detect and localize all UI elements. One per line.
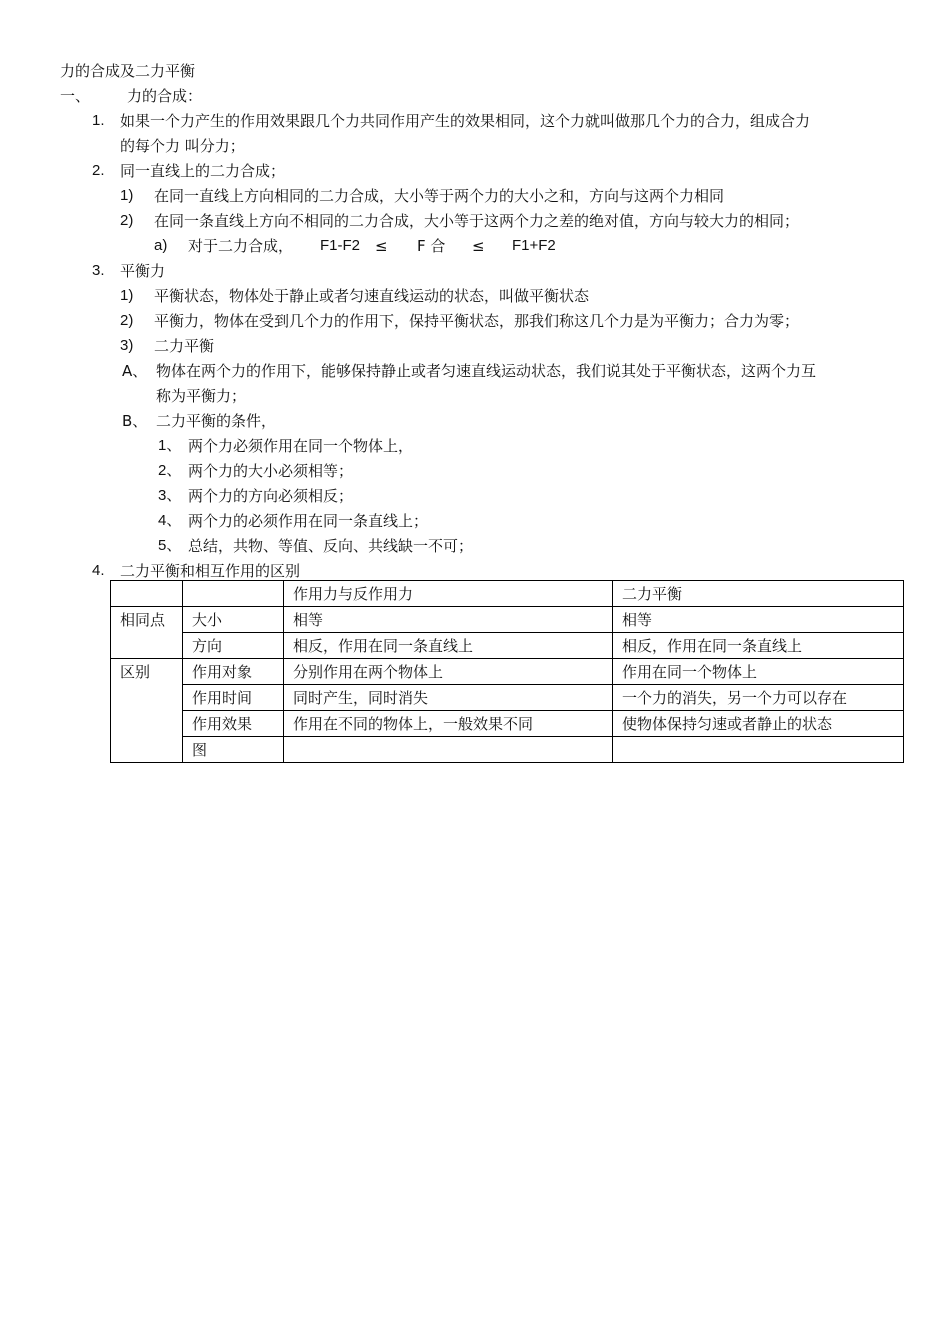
cell-action-reaction: [284, 737, 613, 763]
table-row: [111, 659, 904, 685]
row-label: 大小: [183, 607, 284, 633]
cell-action-reaction: 相反，作用在同一条直线上: [284, 633, 613, 659]
header-cell-empty-2: [183, 581, 284, 607]
cell-action-reaction: 同时产生，同时消失: [284, 685, 613, 711]
row-label: 图: [183, 737, 284, 763]
header-cell-action-reaction: 作用力与反作用力: [284, 581, 613, 607]
group-cell-differences: 区别: [111, 659, 183, 763]
formula-f1-minus-f2: F1-F2: [320, 237, 361, 254]
header-cell-empty-1: [111, 581, 183, 607]
row-label: 作用效果: [183, 711, 284, 737]
formula-f-resultant: F 合: [417, 237, 446, 255]
item-3-sub-1-number: 1): [120, 287, 134, 304]
condition-3-text: 两个力的方向必须相反；: [188, 487, 354, 505]
item-3-A-line2: 称为平衡力；: [156, 387, 247, 405]
item-3-A-marker: A、: [122, 362, 148, 380]
table-row: [111, 711, 904, 737]
cell-balance: 相反，作用在同一条直线上: [613, 633, 904, 659]
item-4-text: 二力平衡和相互作用的区别: [120, 562, 301, 580]
item-2-sub-a-number: a): [154, 237, 168, 254]
cell-action-reaction: 分别作用在两个物体上: [284, 659, 613, 685]
item-3-sub-3-number: 3): [120, 337, 134, 354]
item-2-text: 同一直线上的二力合成；: [120, 162, 286, 180]
table-row: [111, 633, 904, 659]
item-3-text: 平衡力: [120, 262, 166, 280]
condition-4-number: 4、: [158, 512, 182, 529]
section-marker: 一、: [60, 87, 91, 105]
formula-le-2: ≤: [472, 237, 485, 255]
condition-3-number: 3、: [158, 487, 182, 504]
row-label: 作用对象: [183, 659, 284, 685]
item-2-sub-2-number: 2): [120, 212, 134, 229]
table-row: [111, 737, 904, 763]
row-label: 作用时间: [183, 685, 284, 711]
cell-balance: [613, 737, 904, 763]
item-2-sub-1-text: 在同一直线上方向相同的二力合成，大小等于两个力的大小之和，方向与这两个力相同: [154, 187, 725, 205]
cell-action-reaction: 相等: [284, 607, 613, 633]
condition-5-number: 5、: [158, 537, 182, 554]
condition-5-text: 总结，共物、等值、反向、共线缺一不可；: [188, 537, 474, 555]
table-header-row: [111, 581, 904, 607]
item-3-sub-1-text: 平衡状态，物体处于静止或者匀速直线运动的状态，叫做平衡状态: [154, 287, 590, 305]
item-2-sub-1-number: 1): [120, 187, 134, 204]
item-1-text-line2: 的每个力 叫分力；: [120, 137, 245, 155]
cell-balance: 相等: [613, 607, 904, 633]
item-3-number: 3.: [92, 262, 105, 279]
cell-balance: 作用在同一个物体上: [613, 659, 904, 685]
table-row: [111, 607, 904, 633]
item-2-sub-2-text: 在同一条直线上方向不相同的二力合成，大小等于这两个力之差的绝对值，方向与较大力的相同；: [154, 212, 800, 230]
item-3-sub-3-text: 二力平衡: [154, 337, 215, 355]
cell-balance: 一个力的消失，另一个力可以存在: [613, 685, 904, 711]
cell-balance: 使物体保持匀速或者静止的状态: [613, 711, 904, 737]
condition-1-text: 两个力必须作用在同一个物体上，: [188, 437, 414, 455]
table-row: [111, 685, 904, 711]
item-3-A-line1: 物体在两个力的作用下，能够保持静止或者匀速直线运动状态，我们说其处于平衡状态，这两个力互: [156, 362, 817, 380]
row-label: 方向: [183, 633, 284, 659]
group-cell-similarities: 相同点: [111, 607, 183, 659]
section-heading: 力的合成：: [127, 87, 203, 105]
item-4-number: 4.: [92, 562, 105, 579]
item-1-number: 1.: [92, 112, 105, 129]
condition-2-number: 2、: [158, 462, 182, 479]
condition-4-text: 两个力的必须作用在同一条直线上；: [188, 512, 429, 530]
doc-title: 力的合成及二力平衡: [60, 62, 196, 80]
cell-action-reaction: 作用在不同的物体上，一般效果不同: [284, 711, 613, 737]
item-1-text-line1: 如果一个力产生的作用效果跟几个力共同作用产生的效果相同，这个力就叫做那几个力的合力，组成合力: [120, 112, 811, 130]
formula-f1-plus-f2: F1+F2: [512, 237, 556, 254]
item-2-number: 2.: [92, 162, 105, 179]
comparison-table: [110, 580, 904, 763]
item-3-B-text: 二力平衡的条件，: [156, 412, 277, 430]
item-2-sub-a-text: 对于二力合成，: [188, 237, 294, 255]
item-3-B-marker: B、: [122, 412, 148, 430]
condition-1-number: 1、: [158, 437, 182, 454]
item-3-sub-2-text: 平衡力，物体在受到几个力的作用下，保持平衡状态，那我们称这几个力是为平衡力；合力为零；: [154, 312, 800, 330]
condition-2-text: 两个力的大小必须相等；: [188, 462, 354, 480]
header-cell-balance: 二力平衡: [613, 581, 904, 607]
formula-le-1: ≤: [375, 237, 388, 255]
item-3-sub-2-number: 2): [120, 312, 134, 329]
